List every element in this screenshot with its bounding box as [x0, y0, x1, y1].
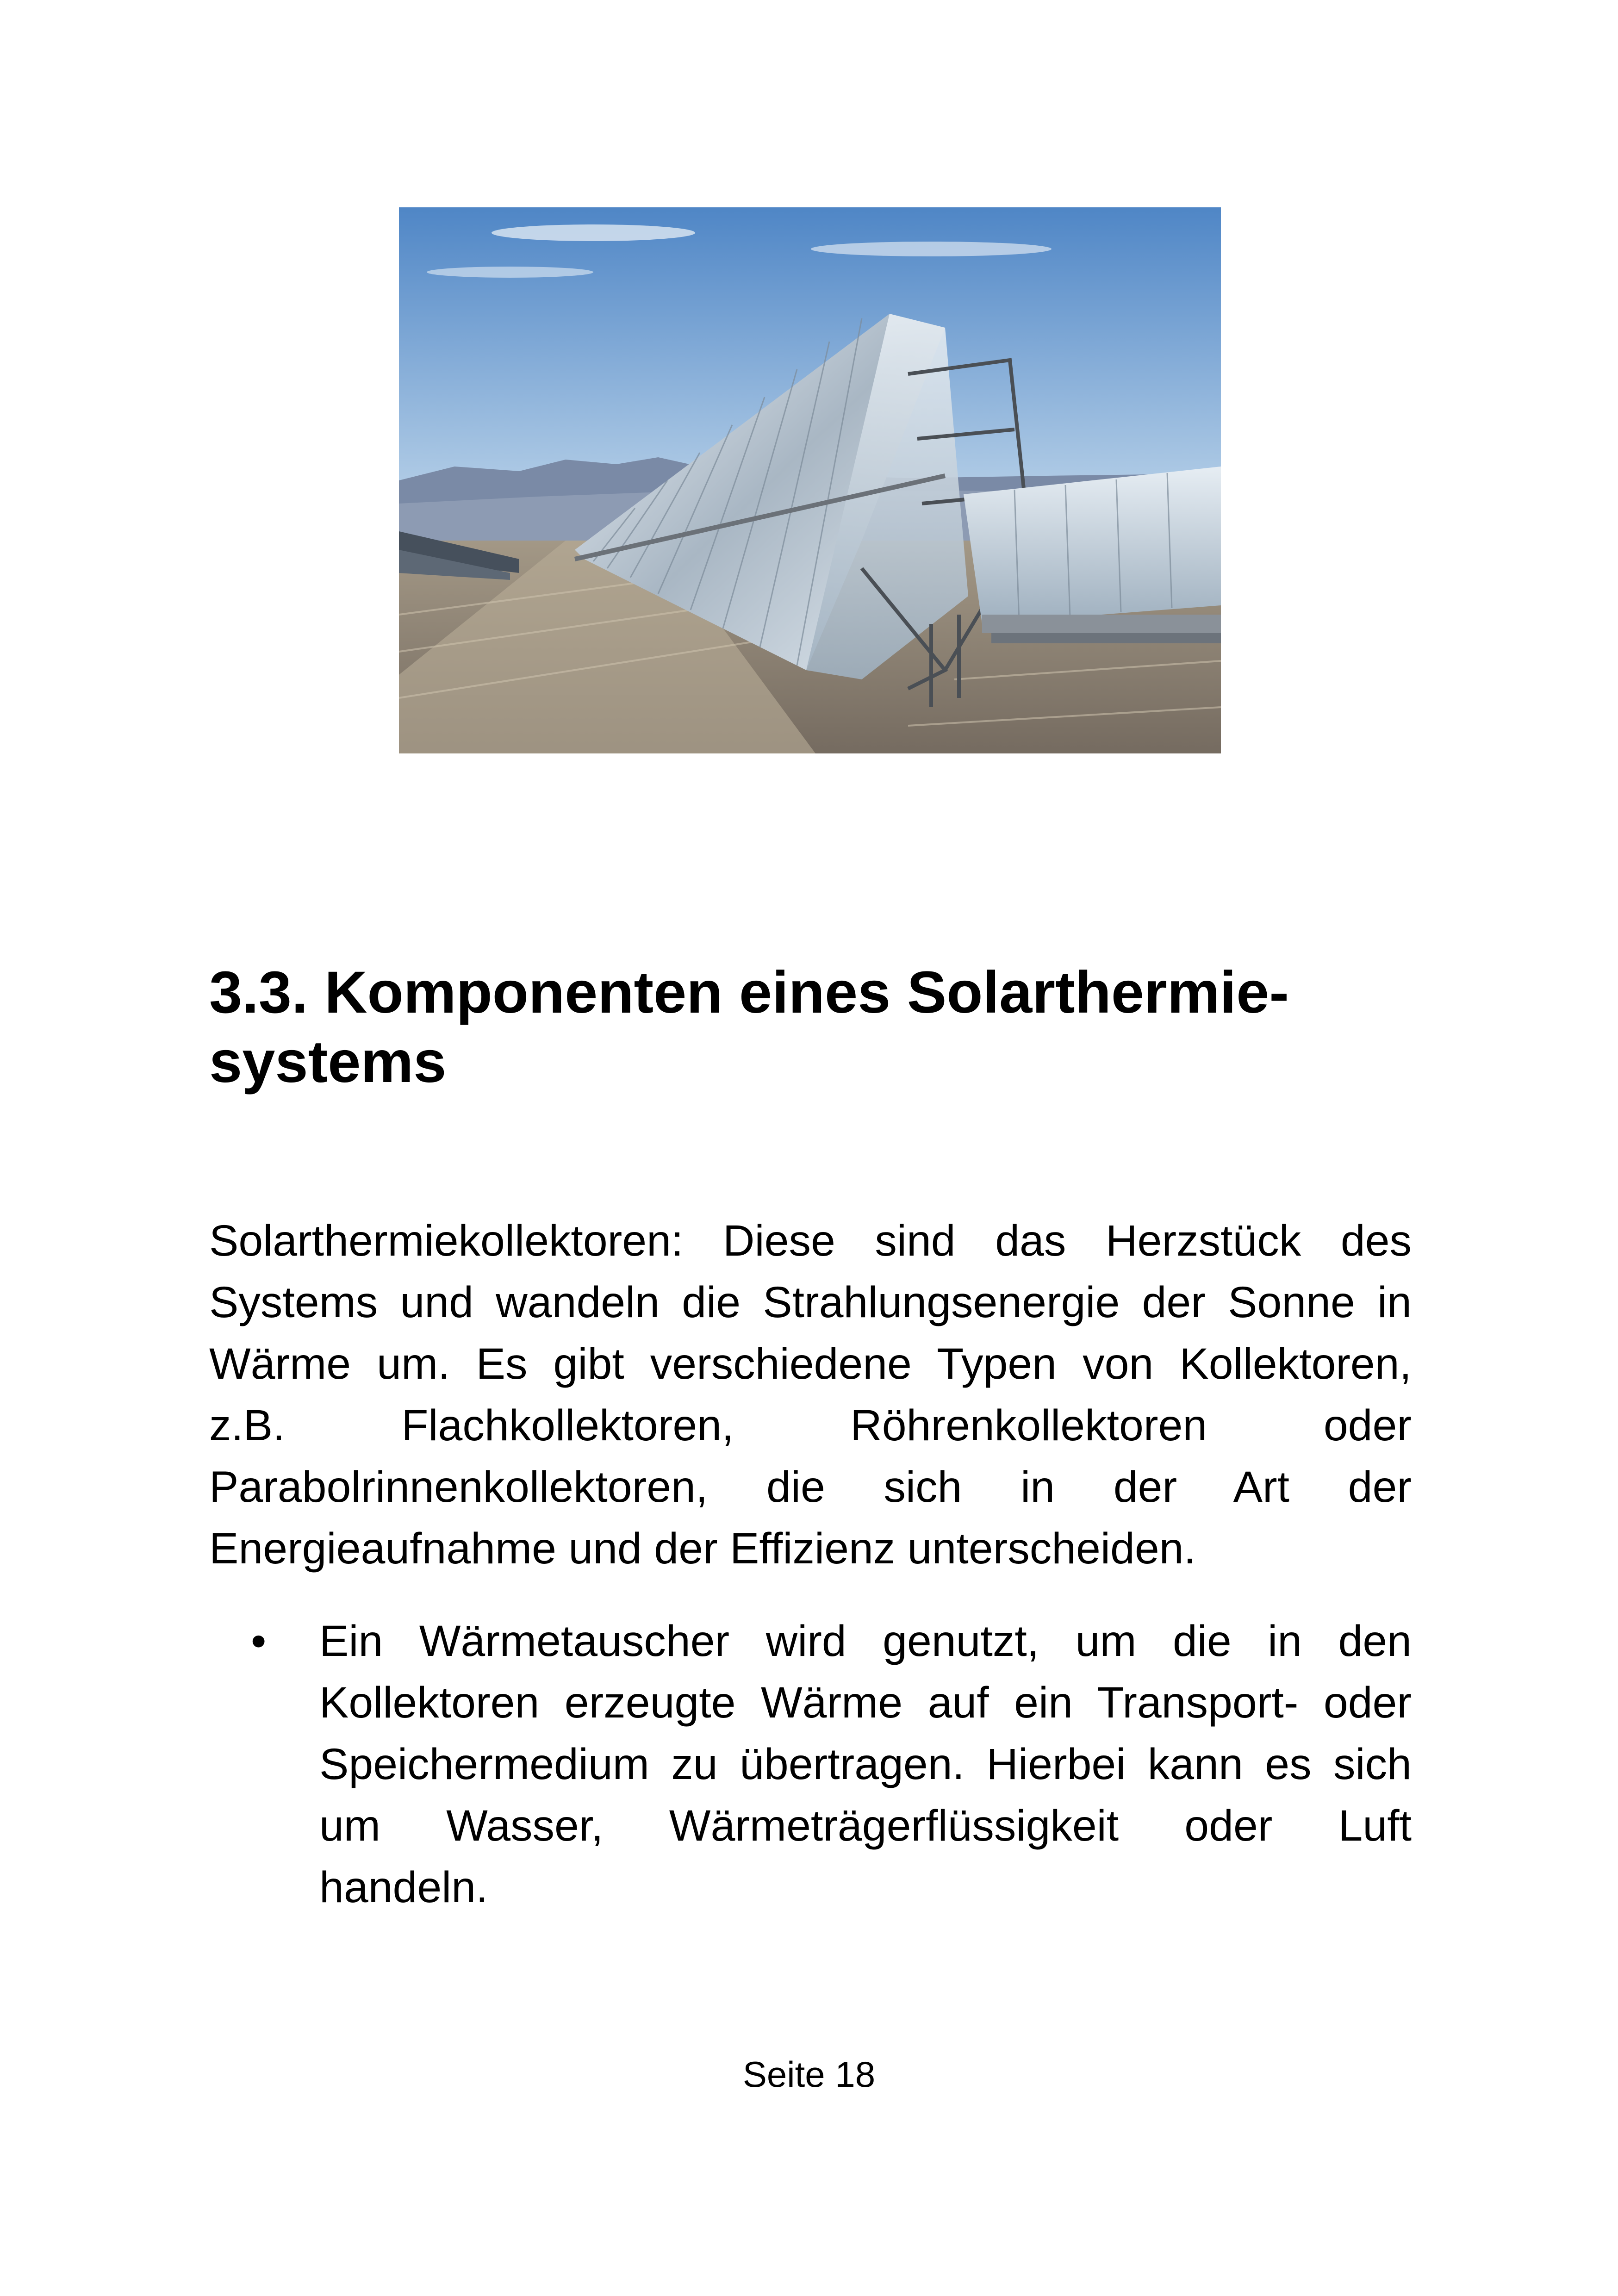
heading-line: systems: [209, 1029, 447, 1095]
paragraph-line: Energieaufnahme und der Effizienz unterscheiden.: [209, 1524, 1196, 1573]
bullet-line: um Wasser, Wärmeträgerflüssigkeit oder Luft: [319, 1801, 1412, 1850]
bullet-line: Ein Wärmetauscher wird genutzt, um die in den: [319, 1617, 1412, 1666]
paragraph-line: Wärme um. Es gibt verschiedene Typen von Kollektoren,: [209, 1339, 1412, 1388]
page-number: Seite 18: [742, 2054, 876, 2095]
solar-field-photo: [399, 207, 1221, 753]
bullet-list-item: [209, 1611, 1412, 1918]
body-paragraph: [209, 1210, 1412, 1580]
bullet-line: handeln.: [319, 1863, 488, 1912]
paragraph-line: Systems und wandeln die Strahlungsenergie der Sonne in: [209, 1278, 1412, 1327]
bullet-text: [319, 1611, 1412, 1918]
bullet-line: Kollektoren erzeugte Wärme auf ein Transport- oder: [319, 1678, 1412, 1727]
section-heading: [209, 958, 1413, 1097]
bullet-line: Speichermedium zu übertragen. Hierbei kann es sich: [319, 1740, 1412, 1789]
paragraph-line: z.B. Flachkollektoren, Röhrenkollektoren oder: [209, 1401, 1412, 1450]
paragraph-line: Solarthermiekollektoren: Diese sind das Herzstück des: [209, 1216, 1412, 1265]
heading-line: 3.3. Komponenten eines Solarthermie-: [209, 959, 1289, 1026]
paragraph-line: Parabolrinnenkollektoren, die sich in der Art der: [209, 1462, 1412, 1512]
bullet-marker: •: [251, 1617, 267, 1666]
